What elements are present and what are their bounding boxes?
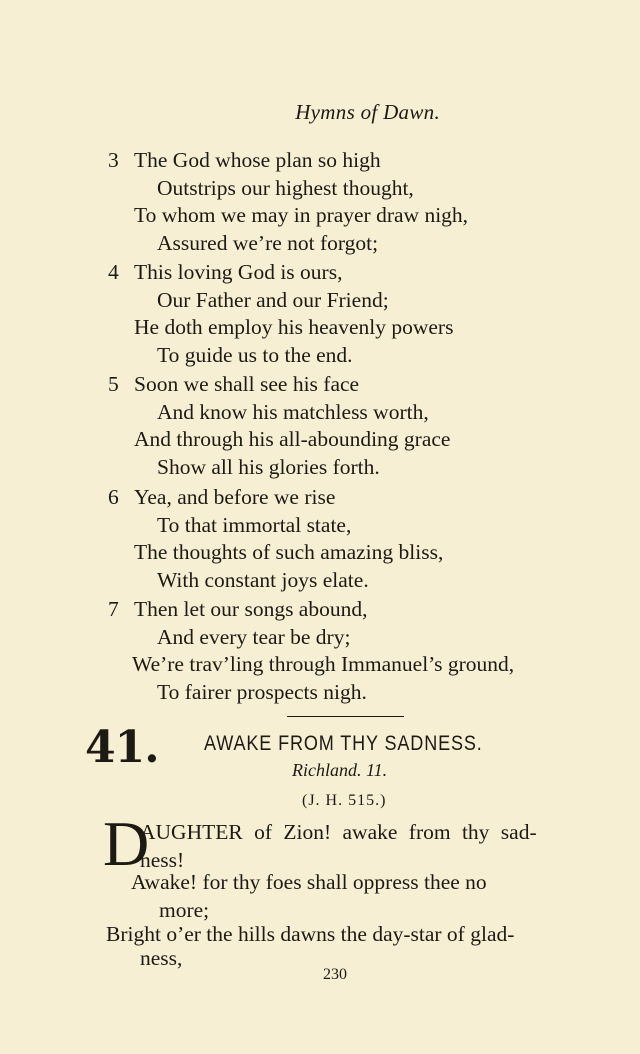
hymn-line: Awake! for thy foes shall oppress thee no xyxy=(131,870,487,894)
stanza-line: Outstrips our highest thought, xyxy=(157,175,414,200)
hymn-line: ness, xyxy=(140,946,183,970)
stanza-7 xyxy=(108,596,618,706)
stanza-line: We’re trav’ling through Immanuel’s ground, xyxy=(132,652,515,676)
stanza-line: 4 This loving God is ours, xyxy=(108,259,618,287)
stanza-number: 6 xyxy=(108,485,119,509)
stanza-line: With constant joys elate. xyxy=(157,567,369,592)
stanza-line: 7 Then let our songs abound, xyxy=(108,596,618,624)
hymn-number: 41. xyxy=(85,722,159,773)
stanza-line: 5 Soon we shall see his face xyxy=(108,371,618,399)
stanza-line: To guide us to the end. xyxy=(157,342,353,367)
stanza-line: Assured we’re not forgot; xyxy=(157,230,379,255)
hymn-line: ness! xyxy=(140,848,185,872)
stanza-line: And through his all-abounding grace xyxy=(134,427,451,451)
hymn-line: Bright o’er the hills dawns the day-star of glad- xyxy=(106,922,515,946)
section-divider xyxy=(287,716,404,717)
stanza-number: 4 xyxy=(108,260,119,284)
stanza-line: To that immortal state, xyxy=(157,512,352,537)
page-number: 230 xyxy=(323,966,347,983)
stanza-line: To fairer prospects nigh. xyxy=(157,679,367,704)
drop-cap: D xyxy=(103,808,150,879)
stanza-line: He doth employ his heavenly powers xyxy=(134,315,454,339)
hymn-line: AUGHTER of Zion! awake from thy sad- xyxy=(140,820,537,844)
stanza-3 xyxy=(108,147,618,257)
stanza-line: To whom we may in prayer draw nigh, xyxy=(134,203,469,227)
stanza-line: 6 Yea, and before we rise xyxy=(108,484,618,512)
stanza-line: The thoughts of such amazing bliss, xyxy=(134,540,444,564)
tune-name: Richland. 11. xyxy=(292,760,388,780)
running-head: Hymns of Dawn. xyxy=(295,100,440,124)
hymn-title: AWAKE FROM THY SADNESS. xyxy=(204,732,483,755)
stanza-line: And every tear be dry; xyxy=(157,624,351,649)
stanza-number: 5 xyxy=(108,372,119,396)
stanza-line: And know his matchless worth, xyxy=(157,399,429,424)
stanza-number: 3 xyxy=(108,148,119,172)
stanza-line: Show all his glories forth. xyxy=(157,454,380,479)
hymn-line: more; xyxy=(159,898,210,922)
stanza-4 xyxy=(108,259,618,369)
stanza-5 xyxy=(108,371,618,481)
stanza-number: 7 xyxy=(108,597,119,621)
stanza-line: 3 The God whose plan so high xyxy=(108,147,618,175)
stanza-line: Our Father and our Friend; xyxy=(157,287,389,312)
hymn-reference: (J. H. 515.) xyxy=(302,792,387,809)
stanza-6 xyxy=(108,484,618,594)
